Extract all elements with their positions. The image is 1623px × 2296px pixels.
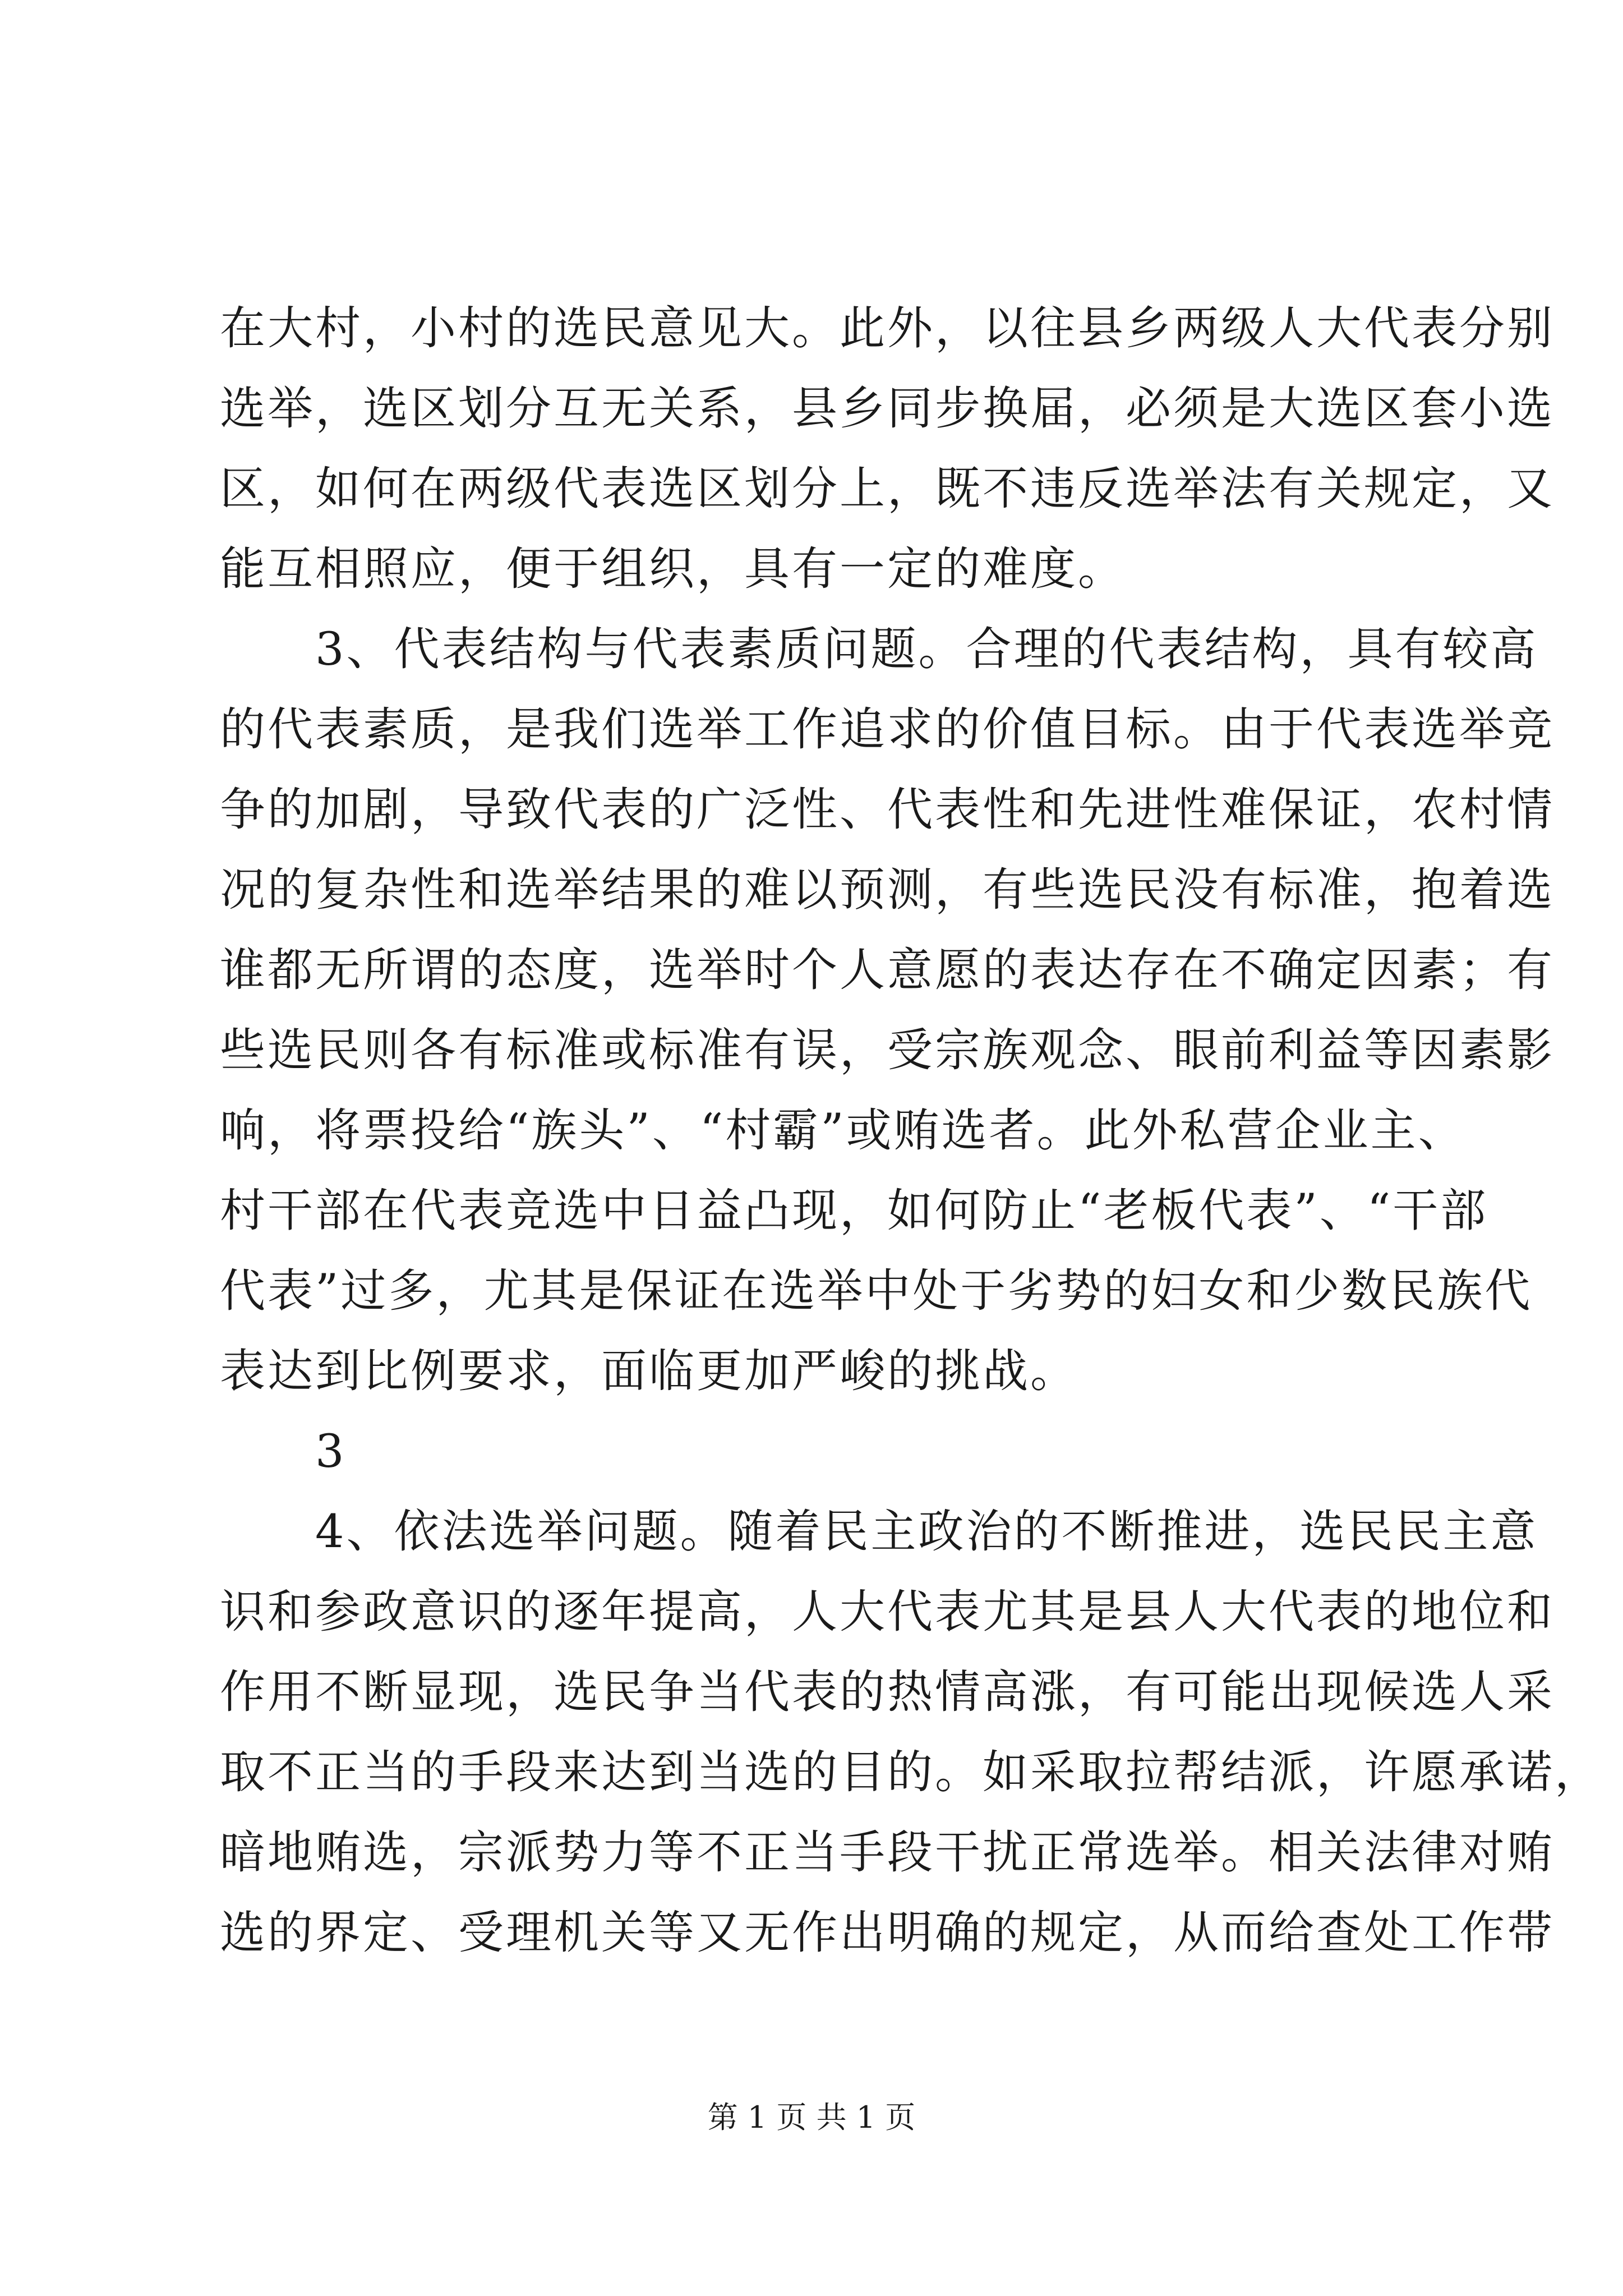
text-line: 在大村，小村的选民意见大。此外，以往县乡两级人大代表分别: [220, 302, 1555, 355]
text-line: 4、依法选举问题。随着民主政治的不断推进，选民民主意: [220, 1506, 1538, 1558]
text-line: 表达到比例要求，面临更加严峻的挑战。: [220, 1345, 1078, 1398]
page-footer: 第 1 页 共 1 页: [707, 2100, 916, 2135]
page-number-marker: 3: [220, 1425, 347, 1478]
text-line: 3、代表结构与代表素质问题。合理的代表结构，具有较高: [220, 623, 1538, 676]
text-line: 代表”过多，尤其是保证在选举中处于劣势的妇女和少数民族代: [220, 1265, 1533, 1318]
document-body: [220, 289, 1603, 1973]
text-line: 响，将票投给“族头”、“村霸”或贿选者。此外私营企业主、: [220, 1105, 1466, 1157]
text-line: 区，如何在两级代表选区划分上，既不违反选举法有关规定，又: [220, 463, 1555, 516]
text-line: 识和参政意识的逐年提高，人大代表尤其是县人大代表的地位和: [220, 1586, 1555, 1639]
text-line: 选的界定、受理机关等又无作出明确的规定，从而给查处工作带: [220, 1907, 1555, 1959]
text-line: 取不正当的手段来达到当选的目的。如采取拉帮结派，许愿承诺，: [220, 1746, 1603, 1799]
text-line: 作用不断显现，选民争当代表的热情高涨，有可能出现候选人采: [220, 1666, 1555, 1719]
text-line: 能互相照应，便于组织，具有一定的难度。: [220, 543, 1126, 596]
text-line: 选举，选区划分互无关系，县乡同步换届，必须是大选区套小选: [220, 383, 1555, 435]
text-line: 谁都无所谓的态度，选举时个人意愿的表达存在不确定因素；有: [220, 944, 1555, 997]
text-line: 些选民则各有标准或标准有误，受宗族观念、眼前利益等因素影: [220, 1024, 1555, 1077]
text-line: 村干部在代表竞选中日益凸现，如何防止“老板代表”、“干部: [220, 1185, 1488, 1237]
text-line: 况的复杂性和选举结果的难以预测，有些选民没有标准，抱着选: [220, 864, 1555, 917]
text-line: 暗地贿选，宗派势力等不正当手段干扰正常选举。相关法律对贿: [220, 1826, 1555, 1879]
text-line: 争的加剧，导致代表的广泛性、代表性和先进性难保证，农村情: [220, 784, 1555, 836]
text-line: 的代表素质，是我们选举工作追求的价值目标。由于代表选举竞: [220, 703, 1555, 756]
